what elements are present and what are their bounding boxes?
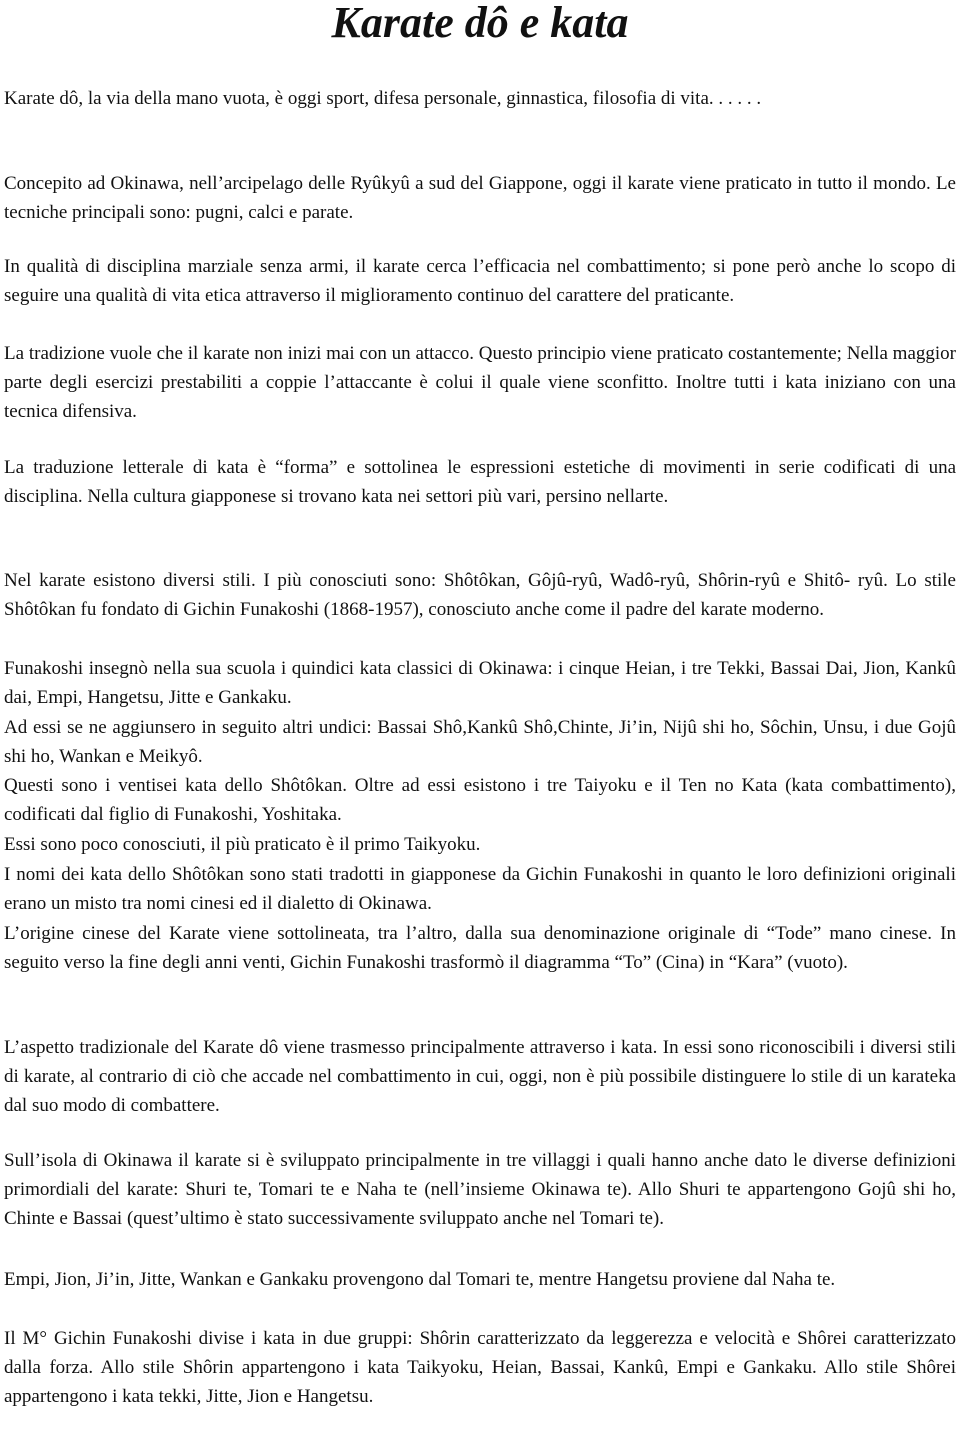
paragraph-okinawa-villaggi: Sull’isola di Okinawa il karate si è sviluppato principalmente in tre villaggi i quali hanno anche dato le diverse definizioni primordiali del karate: Shuri te, Tomari te e Naha te (nell’insieme Okinawa te). Allo Shuri te appartengono Gojû shi ho, Chinte e Bassai (quest’ultimo è stato successivamente sviluppato anche nel Tomari te). [4,1150,956,1229]
paragraph-aspetto-tradizionale: L’aspetto tradizionale del Karate dô viene trasmesso principalmente attraverso i kata. In essi sono riconoscibili i diversi stili di karate, al contrario di ciò che accade nel combattimento in cui, oggi, non è più possibile distinguere lo stile di un karateka dal suo modo di combattere. [4,1037,956,1116]
paragraph-tomari-te: Empi, Jion, Ji’in, Jitte, Wankan e Gankaku provengono dal Tomari te, mentre Hangetsu proviene dal Naha te. [4,1269,836,1290]
paragraph-nomi-kata: I nomi dei kata dello Shôtôkan sono stati tradotti in giapponese da Gichin Funakoshi in quanto le loro definizioni originali erano un misto tra nomi cinesi ed il dialetto di Okinawa. [4,864,956,914]
paragraph-stili: Nel karate esistono diversi stili. I più conosciuti sono: Shôtôkan, Gôjû-ryû, Wadô-ryû, Shôrin-ryû e Shitô- ryû. Lo stile Shôtôkan fu fondato di Gichin Funakoshi (1868-1957), conosciuto anche come il padre del karate moderno. [4,570,956,620]
paragraph-traduzione-kata: La traduzione letterale di kata è “forma” e sottolinea le espressioni estetiche di movimenti in serie codificati di una disciplina. Nella cultura giapponese si trovano kata nei settori più vari, persino nellarte. [4,457,956,507]
paragraph-okinawa: Concepito ad Okinawa, nell’arcipelago delle Ryûkyû a sud del Giappone, oggi il karate viene praticato in tutto il mondo. Le tecniche principali sono: pugni, calci e parate. [4,173,956,223]
paragraph-kata-classici: Funakoshi insegnò nella sua scuola i quindici kata classici di Okinawa: i cinque Heian, i tre Tekki, Bassai Dai, Jion, Kankû dai, Empi, Hangetsu, Jitte e Gankaku. [4,658,956,708]
paragraph-origine-cinese: L’origine cinese del Karate viene sottolineata, tra l’altro, dalla sua denominazione originale di “Tode” mano cinese. In seguito verso la fine degli anni venti, Gichin Funakoshi trasformò il diagramma “To” (Cina) in “Kara” (vuoto). [4,923,956,973]
paragraph-disciplina: In qualità di disciplina marziale senza armi, il karate cerca l’efficacia nel combattimento; si pone però anche lo scopo di seguire una qualità di vita etica attraverso il miglioramento continuo del carattere del praticante. [4,256,956,306]
paragraph-shorin-shorei: Il M° Gichin Funakoshi divise i kata in due gruppi: Shôrin caratterizzato da leggerezza e velocità e Shôrei caratterizzato dalla forza. Allo stile Shôrin appartengono i kata Taikyoku, Heian, Bassai, Kankû, Empi e Gankaku. Allo stile Shôrei appartengono i kata tekki, Jitte, Jion e Hangetsu. [4,1328,956,1407]
paragraph-tradizione: La tradizione vuole che il karate non inizi mai con un attacco. Questo principio viene praticato costantemente; Nella maggior parte degli esercizi prestabiliti a coppie l’attaccante è colui il quale viene sconfitto. Inoltre tutti i kata iniziano con una tecnica difensiva. [4,343,956,422]
paragraph-ventisei-kata: Questi sono i ventisei kata dello Shôtôkan. Oltre ad essi esistono i tre Taiyoku e il Ten no Kata (kata combattimento), codificati dal figlio di Funakoshi, Yoshitaka. [4,775,956,825]
paragraph-intro: Karate dô, la via della mano vuota, è oggi sport, difesa personale, ginnastica, filosofia di vita. . . . . . [4,88,762,109]
paragraph-altri-undici: Ad essi se ne aggiunsero in seguito altri undici: Bassai Shô,Kankû Shô,Chinte, Ji’in, Nijû shi ho, Sôchin, Unsu, i due Gojû shi ho, Wankan e Meikyô. [4,717,956,767]
paragraph-taikyoku: Essi sono poco conosciuti, il più praticato è il primo Taikyoku. [4,834,481,855]
document-title: Karate dô e kata [331,0,629,47]
